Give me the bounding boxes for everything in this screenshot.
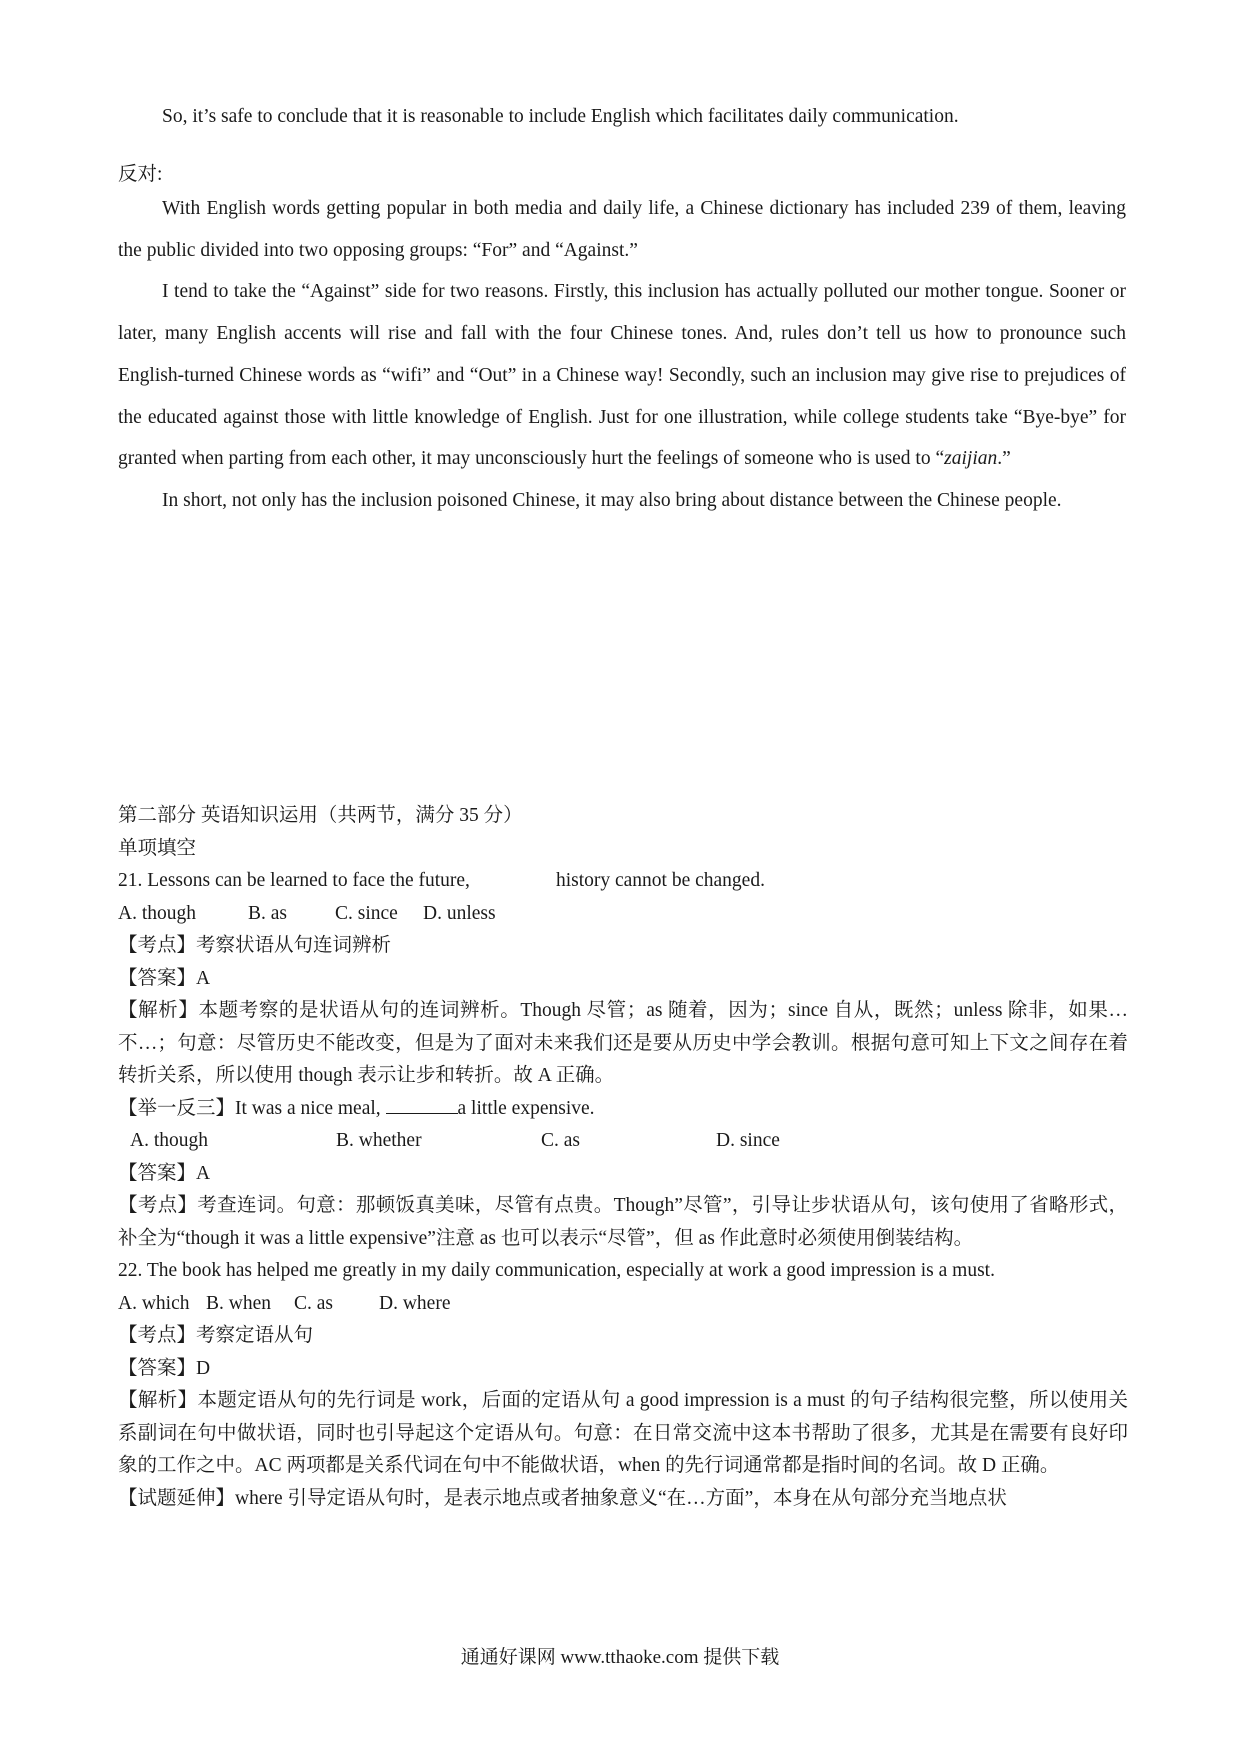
q21-stem-part1: 21. Lessons can be learned to face the future, [118,870,470,891]
paragraph-2-text: I tend to take the “Against” side for two reasons. Firstly, this inclusion has actually polluted our mother tongue. Sooner or later, many English accents will rise and fall with the four Chinese tones. And, rules don’t tell us how to pronounce such English-turned Chinese words as “wifi” and “Out” in a Chinese way! Secondly, such an inclusion may give rise to prejudices of the educated against those with little knowledge of English. Just for one illustration, while college students take “Bye-bye” for granted when parting from each other, it may unconsciously hurt the feelings of someone who is used to “ [118,281,1126,470]
q21-option-d: D. unless [423,902,496,924]
extra-option-c: C. as [541,1130,580,1151]
question-21-options [118,898,1128,931]
q21-answer: 【答案】A [118,967,211,989]
q22-option-a: A. which [118,1292,190,1314]
extra-blank-line [386,1095,458,1114]
q21-analysis: 【解析】本题考察的是状语从句的连词辨析。Though 尽管；as 随着，因为；since 自从，既然；unless 除非，如果…不…；句意：尽管历史不能改变，但是为了面对未来我们还是要从历史中学会教训。根据句意可知上下文之间存在着转折关系，所以使用 though 表示让步和转折。故 A 正确。 [118,1000,1128,1086]
section-two [118,800,1128,1515]
extra-stem-part1: It was a nice meal, [235,1097,386,1119]
q21-extra-options [118,1125,1128,1158]
q21-option-c: C. since [335,902,398,924]
extra-label: 【举一反三】 [118,1097,236,1119]
q21-option-b: B. as [248,902,287,924]
essay-against-body [118,188,1126,522]
question-22-options [118,1288,1128,1321]
question-21-stem [118,865,1128,898]
extra-option-d: D. since [716,1130,780,1151]
against-paragraph-1: With English words getting popular in both media and daily life, a Chinese dictionary has included 239 of them, leaving the public divided into two opposing groups: “For” and “Against.” [118,198,1126,261]
against-paragraph-2 [118,271,1126,480]
q21-extra-kaodian: 【考点】考查连词。句意：那顿饭真美味，尽管有点贵。Though”尽管”，引导让步状语从句，该句使用了省略形式，补全为“though it was a little expensive”注意 as 也可以表示“尽管”，但 as 作此意时必须使用倒装结构。 [118,1195,1128,1249]
conclusion-paragraph: So, it’s safe to conclude that it is reasonable to include English which facilitates daily communication. [162,106,959,127]
q22-option-b: B. when [206,1292,271,1314]
q21-extra-question [118,1093,1128,1126]
q22-extension: 【试题延伸】where 引导定语从句时，是表示地点或者抽象意义“在…方面”，本身在从句部分充当地点状 [118,1487,1007,1509]
q22-answer: 【答案】D [118,1357,211,1379]
q21-extra-answer: 【答案】A [118,1162,211,1184]
extra-option-b: B. whether [336,1130,422,1151]
q22-option-c: C. as [294,1292,333,1314]
against-label: 反对: [118,164,163,185]
section-subheading: 单项填空 [118,837,197,859]
section-heading: 第二部分 英语知识运用（共两节，满分 35 分） [118,805,523,826]
q22-kaodian: 【考点】考察定语从句 [118,1325,314,1346]
essay-conclusion [118,96,1126,138]
footer-watermark: 通通好课网 www.tthaoke.com 提供下载 [460,1647,780,1668]
q22-analysis: 【解析】本题定语从句的先行词是 work，后面的定语从句 a good impression is a must 的句子结构很完整，所以使用关系副词在句中做状语，同时也引导起这个定语从句。句意：在日常交流中这本书帮助了很多，尤其是在需要有良好印象的工作之中。AC 两项都是关系代词在句中不能做状语，when 的先行词通常都是指时间的名词。故 D 正确。 [118,1390,1128,1476]
q22-option-d: D. where [379,1292,451,1314]
against-paragraph-3: In short, not only has the inclusion poisoned Chinese, it may also bring about distance between the Chinese people. [162,489,1062,511]
q21-option-a: A. though [118,902,196,924]
paragraph-2-end: .” [997,448,1011,470]
question-22-stem: 22. The book has helped me greatly in my daily communication, especially at work a good impression is a must. [118,1260,995,1281]
italic-zaijian: zaijian [944,448,998,470]
q21-stem-part2: history cannot be changed. [555,870,765,891]
q21-kaodian: 【考点】考察状语从句连词辨析 [118,935,392,956]
extra-option-a: A. though [130,1130,208,1151]
extra-stem-part2: a little expensive. [457,1097,595,1119]
